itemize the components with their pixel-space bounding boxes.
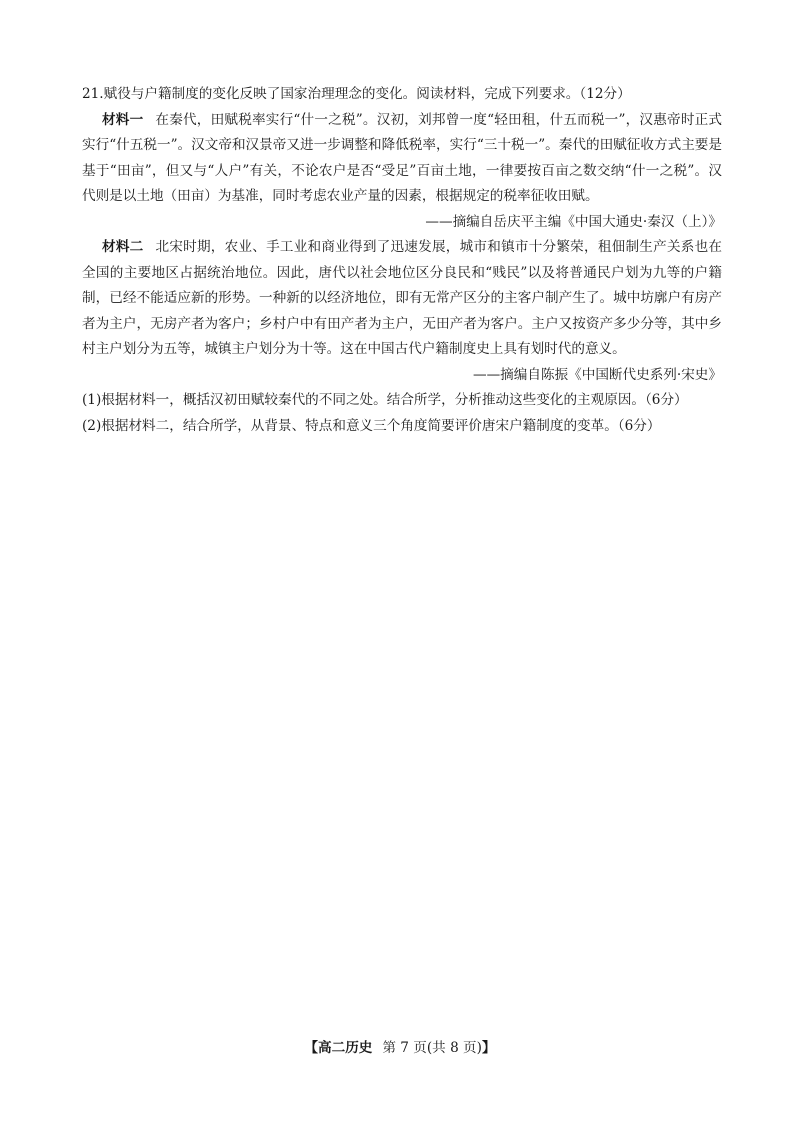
footer-left-bracket: 【 — [304, 1040, 319, 1056]
page-footer — [0, 1036, 800, 1056]
material-one-text: 在秦代，田赋税率实行“什一之税”。汉初，刘邦曾一度“轻田租，什五而税一”，汉惠帝时正式实行“什五税一”。汉文帝和汉景帝又进一步调整和降低税率，实行“三十税一”。秦代的田赋征收方式主要是基于“田亩”，但又与“人户”有关，不论农户是否“受足”百亩土地，一律要按百亩之数交纳“什一之税”。汉代则是以土地（田亩）为基准，同时考虑农业产量的因素，根据规定的税率征收田赋。 — [82, 111, 723, 204]
footer-page-info: 第 7 页(共 8 页) — [382, 1040, 482, 1056]
question-stem: 赋役与户籍制度的变化反映了国家治理理念的变化。阅读材料，完成下列要求。（12分） — [103, 86, 631, 102]
question-number: 21. — [82, 86, 104, 102]
material-two-source: ——摘编自陈振《中国断代史系列·宋史》 — [472, 366, 722, 383]
material-one — [82, 108, 722, 210]
question-21 — [82, 82, 722, 439]
material-one-source: ——摘编自岳庆平主编《中国大通史·秦汉（上）》 — [425, 213, 722, 230]
footer-right-bracket: 】 — [481, 1040, 496, 1056]
material-one-label: 材料一 — [102, 111, 144, 128]
question-stem-line — [82, 82, 722, 108]
material-two — [82, 235, 722, 363]
material-two-text: 北宋时期，农业、手工业和商业得到了迅速发展，城市和镇市十分繁荣，租佃制生产关系也在全国的主要地区占据统治地位。因此，唐代以社会地位区分良民和“贱民”以及将普通民户划为九等的户籍制，已经不能适应新的形势。一种新的以经济地位，即有无常产区分的主客户制产生了。城中坊廓户有房产者为主户，无房产者为客户；乡村户中有田产者为主户，无田产者为客户。主户又按资产多少分等，其中乡村主户划分为五等，城镇主户划分为十等。这在中国古代户籍制度史上具有划时代的意义。 — [82, 239, 723, 357]
sub-question-2: (2)根据材料二，结合所学，从背景、特点和意义三个角度简要评价唐宋户籍制度的变革。（6分） — [82, 417, 661, 434]
footer-subject: 高二历史 — [318, 1040, 373, 1056]
material-two-label: 材料二 — [102, 239, 144, 255]
sub-question-1: (1)根据材料一，概括汉初田赋较秦代的不同之处。结合所学，分析推动这些变化的主观原因。（6分） — [82, 392, 688, 408]
